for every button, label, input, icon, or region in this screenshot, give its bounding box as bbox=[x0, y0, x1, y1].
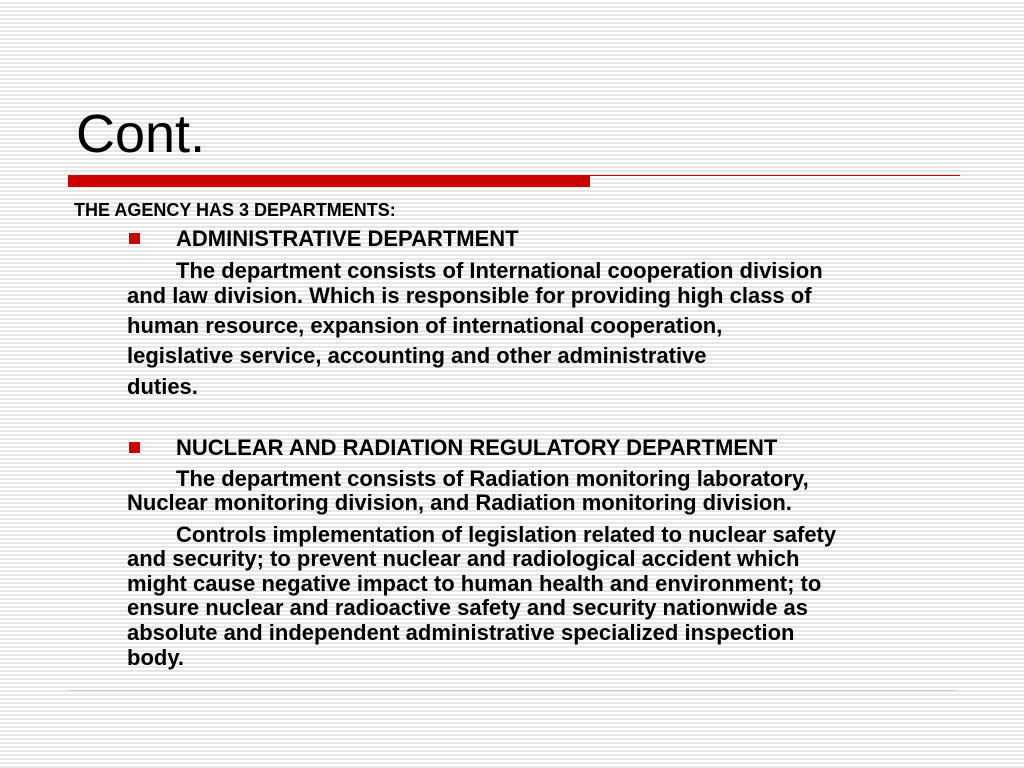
paragraph-line: might cause negative impact to human health and environment; to bbox=[127, 571, 822, 596]
intro-text: THE AGENCY HAS 3 DEPARTMENTS: bbox=[74, 200, 396, 220]
title-accent-bar bbox=[68, 175, 590, 187]
section-heading: ADMINISTRATIVE DEPARTMENT bbox=[176, 226, 519, 251]
paragraph-line: Controls implementation of legislation related to nuclear safety bbox=[176, 522, 837, 547]
paragraph-line: ensure nuclear and radioactive safety and security nationwide as bbox=[127, 595, 809, 620]
section-heading: NUCLEAR AND RADIATION REGULATORY DEPARTMENT bbox=[176, 435, 778, 460]
bullet-icon bbox=[129, 233, 140, 244]
paragraph-line: The department consists of Radiation monitoring laboratory, bbox=[176, 466, 809, 491]
paragraph-line: duties. bbox=[127, 374, 198, 399]
paragraph-line: The department consists of International cooperation division bbox=[176, 258, 823, 283]
footer-divider bbox=[68, 690, 956, 691]
bullet-icon bbox=[129, 442, 140, 453]
paragraph-line: and security; to prevent nuclear and radiological accident which bbox=[127, 546, 800, 571]
paragraph-line: absolute and independent administrative specialized inspection bbox=[127, 620, 795, 645]
slide-title: Cont. bbox=[76, 104, 206, 164]
paragraph-line: Nuclear monitoring division, and Radiation monitoring division. bbox=[127, 490, 792, 515]
paragraph-line: legislative service, accounting and other administrative bbox=[127, 343, 707, 368]
paragraph-line: human resource, expansion of international cooperation, bbox=[127, 313, 723, 338]
paragraph-line: body. bbox=[127, 645, 185, 670]
paragraph-line: and law division. Which is responsible for providing high class of bbox=[127, 283, 812, 308]
